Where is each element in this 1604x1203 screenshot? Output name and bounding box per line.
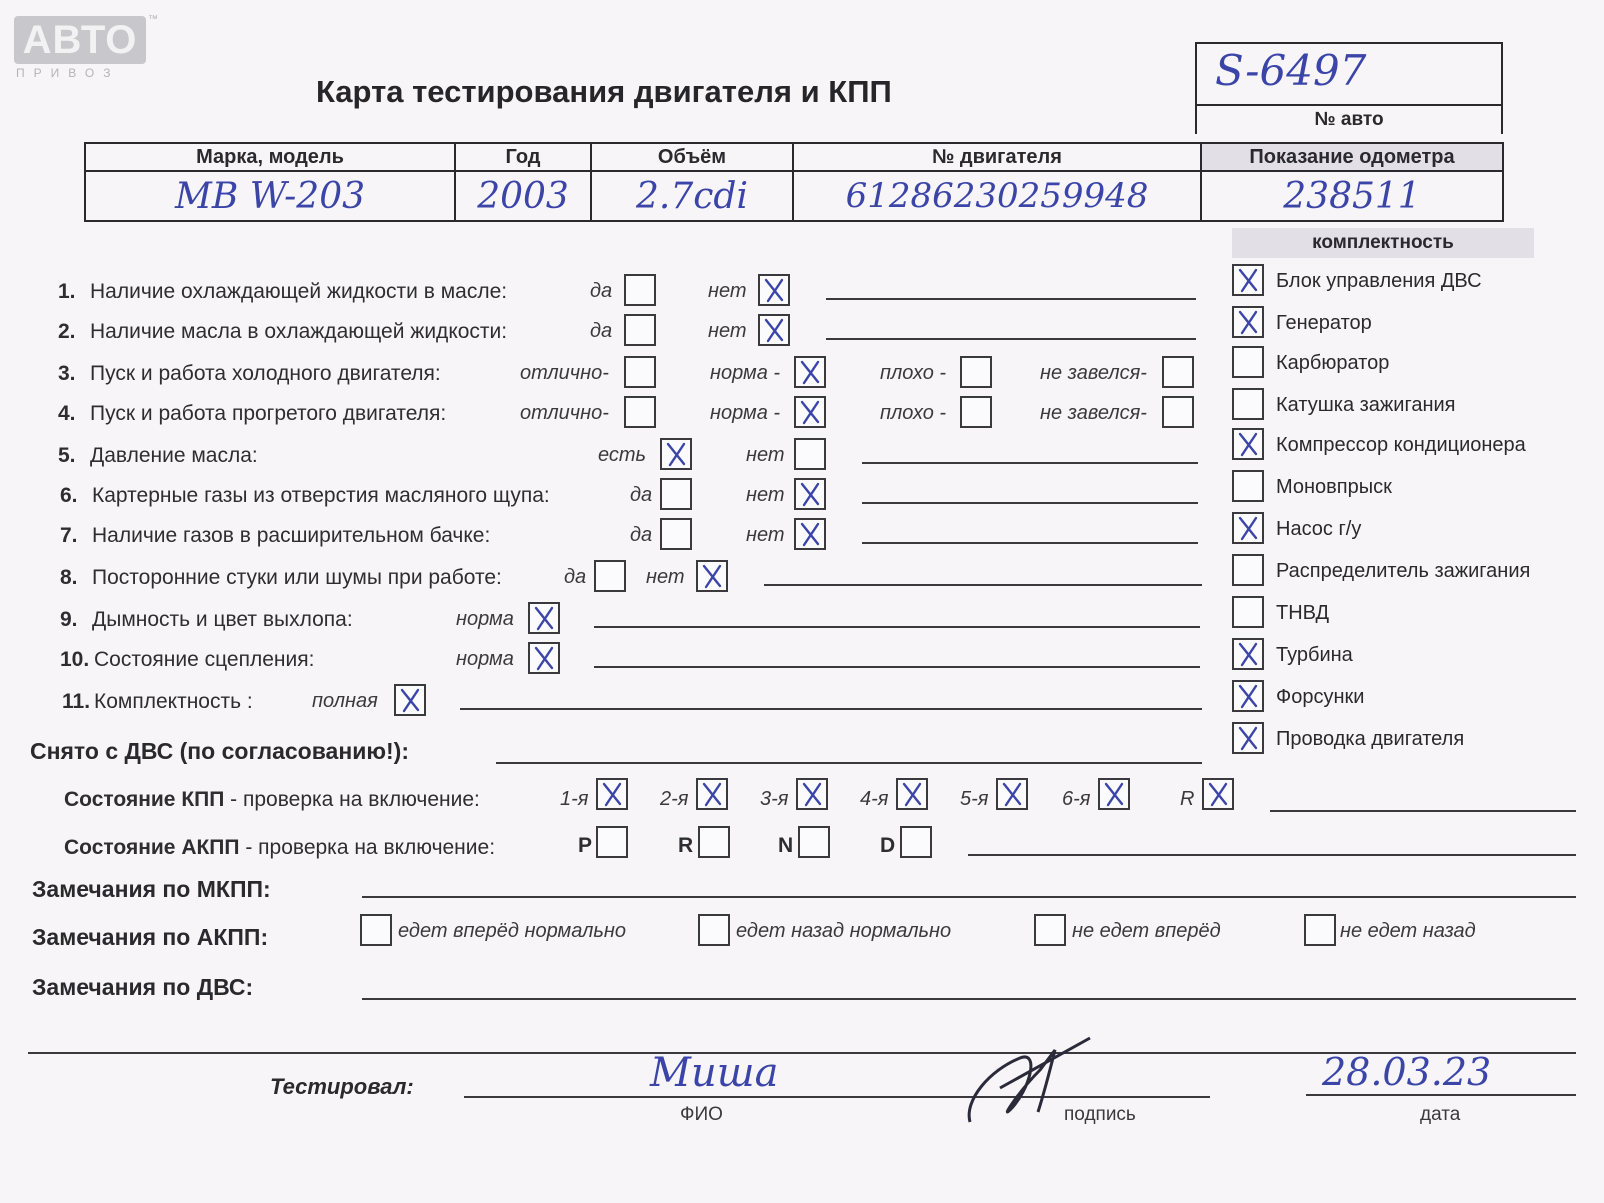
option-label: отлично- xyxy=(520,362,609,384)
option-checkbox[interactable] xyxy=(794,438,826,470)
akpp-remark-label: едет вперёд нормально xyxy=(398,920,627,942)
option-label: да xyxy=(590,280,613,302)
logo-trademark: ™ xyxy=(148,14,158,25)
question-text: Наличие охлаждающей жидкости в масле: xyxy=(90,280,508,303)
option-label: нет xyxy=(646,566,685,588)
answer-line xyxy=(594,626,1200,628)
make-model-value: MB W-203 xyxy=(85,171,455,221)
option-label: не завелся- xyxy=(1040,362,1147,384)
question-number: 1. xyxy=(58,280,76,303)
akpp-gear-checkbox[interactable] xyxy=(798,826,830,858)
col-make-model: Марка, модель xyxy=(85,143,455,171)
question-text: Комплектность : xyxy=(94,690,253,713)
remarks-akpp-label: Замечания по АКПП: xyxy=(32,924,269,950)
komplektnost-checkbox[interactable] xyxy=(1232,596,1264,628)
akpp-remark-checkbox[interactable] xyxy=(1034,914,1066,946)
komplektnost-item-label: Турбина xyxy=(1276,644,1353,666)
akpp-remark-label: едет назад нормально xyxy=(736,920,952,942)
auto-number-label: № авто xyxy=(1195,104,1503,134)
answer-line xyxy=(764,584,1202,586)
option-checkbox[interactable] xyxy=(794,518,826,550)
option-checkbox[interactable] xyxy=(394,684,426,716)
kpp-gear-label: 4-я xyxy=(860,788,889,810)
option-checkbox[interactable] xyxy=(794,478,826,510)
option-label: не завелся- xyxy=(1040,402,1147,424)
fio-label: ФИО xyxy=(680,1104,723,1125)
komplektnost-item-label: Блок управления ДВС xyxy=(1276,270,1482,292)
akpp-gear-checkbox[interactable] xyxy=(698,826,730,858)
kpp-gear-label: 6-я xyxy=(1062,788,1091,810)
question-text: Наличие масла в охлаждающей жидкости: xyxy=(90,320,508,343)
question-text: Пуск и работа холодного двигателя: xyxy=(90,362,441,385)
option-label: полная xyxy=(312,690,378,712)
option-label: да xyxy=(630,484,653,506)
odometer-value: 238511 xyxy=(1201,171,1503,221)
komplektnost-title: комплектность xyxy=(1232,228,1534,258)
komplektnost-item-label: ТНВД xyxy=(1276,602,1330,624)
removed-line xyxy=(496,762,1202,764)
col-odometer: Показание одометра xyxy=(1201,143,1503,171)
tested-by-label: Тестировал: xyxy=(270,1074,414,1099)
question-number: 7. xyxy=(60,524,78,547)
komplektnost-checkbox[interactable] xyxy=(1232,388,1264,420)
kpp-gear-checkbox[interactable] xyxy=(1202,778,1234,810)
option-checkbox[interactable] xyxy=(624,356,656,388)
answer-line xyxy=(862,542,1198,544)
komplektnost-item-label: Форсунки xyxy=(1276,686,1365,708)
option-checkbox[interactable] xyxy=(660,478,692,510)
kpp-gear-checkbox[interactable] xyxy=(796,778,828,810)
answer-line xyxy=(460,708,1202,710)
page-title: Карта тестирования двигателя и КПП xyxy=(316,74,892,109)
option-checkbox[interactable] xyxy=(528,602,560,634)
akpp-gear-label: R xyxy=(678,834,694,857)
komplektnost-item-label: Катушка зажигания xyxy=(1276,394,1456,416)
akpp-line xyxy=(968,854,1576,856)
col-volume: Объём xyxy=(591,143,793,171)
option-checkbox[interactable] xyxy=(1162,396,1194,428)
signature-label: подпись xyxy=(1064,1104,1136,1125)
akpp-gear-label: N xyxy=(778,834,794,857)
akpp-remark-label: не едет вперёд xyxy=(1072,920,1221,942)
date-line xyxy=(1306,1094,1576,1096)
col-year: Год xyxy=(455,143,591,171)
option-label: отлично- xyxy=(520,402,609,424)
remarks-dvs-line xyxy=(362,998,1576,1000)
option-label: норма - xyxy=(710,362,781,384)
question-text: Картерные газы из отверстия масляного щупа: xyxy=(92,484,550,507)
akpp-label: Состояние АКПП - проверка на включение: xyxy=(64,836,496,859)
removed-label: Снято с ДВС (по согласованию!): xyxy=(30,738,409,764)
option-label: да xyxy=(564,566,587,588)
option-checkbox[interactable] xyxy=(1162,356,1194,388)
komplektnost-checkbox[interactable] xyxy=(1232,306,1264,338)
date-value: 28.03.23 xyxy=(1322,1050,1492,1094)
question-text: Посторонние стуки или шумы при работе: xyxy=(92,566,502,589)
tester-name: Миша xyxy=(650,1050,779,1096)
answer-line xyxy=(826,298,1196,300)
komplektnost-item-label: Компрессор кондиционера xyxy=(1276,434,1526,456)
answer-line xyxy=(594,666,1200,668)
komplektnost-checkbox[interactable] xyxy=(1232,554,1264,586)
question-number: 6. xyxy=(60,484,78,507)
question-number: 11. xyxy=(62,690,91,713)
option-label: плохо - xyxy=(880,402,947,424)
question-text: Состояние сцепления: xyxy=(94,648,315,671)
question-number: 10. xyxy=(60,648,90,671)
option-checkbox[interactable] xyxy=(794,396,826,428)
question-number: 2. xyxy=(58,320,76,343)
option-label: норма - xyxy=(710,402,781,424)
col-engine-number: № двигателя xyxy=(793,143,1201,171)
akpp-gear-label: P xyxy=(578,834,593,857)
akpp-remark-checkbox[interactable] xyxy=(1304,914,1336,946)
option-checkbox[interactable] xyxy=(660,438,692,470)
option-label: норма xyxy=(456,648,514,670)
remarks-dvs-label: Замечания по ДВС: xyxy=(32,974,254,1000)
date-label: дата xyxy=(1420,1104,1461,1125)
avto-privoz-logo xyxy=(14,16,146,64)
option-checkbox[interactable] xyxy=(594,560,626,592)
komplektnost-checkbox[interactable] xyxy=(1232,470,1264,502)
komplektnost-checkbox[interactable] xyxy=(1232,346,1264,378)
akpp-gear-label: D xyxy=(880,834,896,857)
komplektnost-checkbox[interactable] xyxy=(1232,722,1264,754)
komplektnost-checkbox[interactable] xyxy=(1232,428,1264,460)
auto-number-value: S-6497 xyxy=(1215,46,1367,95)
kpp-gear-checkbox[interactable] xyxy=(596,778,628,810)
komplektnost-item-label: Распределитель зажигания xyxy=(1276,560,1531,582)
remarks-mkpp-line xyxy=(362,896,1576,898)
komplektnost-checkbox[interactable] xyxy=(1232,512,1264,544)
logo-subtitle: ПРИВОЗ xyxy=(16,66,120,80)
logo-text: АВТО xyxy=(22,18,138,62)
komplektnost-checkbox[interactable] xyxy=(1232,680,1264,712)
akpp-gear-checkbox[interactable] xyxy=(900,826,932,858)
question-number: 8. xyxy=(60,566,78,589)
akpp-gear-checkbox[interactable] xyxy=(596,826,628,858)
kpp-gear-label: 5-я xyxy=(960,788,989,810)
kpp-gear-checkbox[interactable] xyxy=(896,778,928,810)
kpp-gear-checkbox[interactable] xyxy=(696,778,728,810)
komplektnost-item-label: Насос г/у xyxy=(1276,518,1362,540)
option-checkbox[interactable] xyxy=(624,396,656,428)
kpp-gear-label: 1-я xyxy=(560,788,589,810)
komplektnost-checkbox[interactable] xyxy=(1232,264,1264,296)
komplektnost-item-label: Генератор xyxy=(1276,312,1372,334)
kpp-gear-label: R xyxy=(1180,788,1195,810)
question-number: 5. xyxy=(58,444,76,467)
kpp-label: Состояние КПП - проверка на включение: xyxy=(64,788,480,811)
option-checkbox[interactable] xyxy=(660,518,692,550)
kpp-gear-checkbox[interactable] xyxy=(1098,778,1130,810)
akpp-remark-label: не едет назад xyxy=(1340,920,1476,942)
question-text: Наличие газов в расширительном бачке: xyxy=(92,524,491,547)
answer-line xyxy=(862,462,1198,464)
remarks-mkpp-label: Замечания по МКПП: xyxy=(32,876,271,902)
option-label: нет xyxy=(746,444,785,466)
komplektnost-item-label: Моновпрыск xyxy=(1276,476,1392,498)
auto-number-box xyxy=(1195,42,1503,104)
question-text: Пуск и работа прогретого двигателя: xyxy=(90,402,447,425)
question-number: 4. xyxy=(58,402,76,425)
kpp-gear-label: 2-я xyxy=(660,788,689,810)
option-label: нет xyxy=(708,320,747,342)
kpp-gear-label: 3-я xyxy=(760,788,789,810)
year-value: 2003 xyxy=(455,171,591,221)
engine-number-value: 61286230259948 xyxy=(793,171,1201,221)
akpp-remark-checkbox[interactable] xyxy=(360,914,392,946)
vehicle-header-table xyxy=(84,142,1504,222)
option-label: норма xyxy=(456,608,514,630)
option-checkbox[interactable] xyxy=(758,274,790,306)
option-label: да xyxy=(590,320,613,342)
option-checkbox[interactable] xyxy=(528,642,560,674)
option-label: есть xyxy=(598,444,647,466)
option-checkbox[interactable] xyxy=(696,560,728,592)
option-label: плохо - xyxy=(880,362,947,384)
kpp-gear-checkbox[interactable] xyxy=(996,778,1028,810)
option-checkbox[interactable] xyxy=(794,356,826,388)
akpp-remark-checkbox[interactable] xyxy=(698,914,730,946)
question-number: 3. xyxy=(58,362,76,385)
answer-line xyxy=(826,338,1196,340)
option-label: нет xyxy=(708,280,747,302)
option-checkbox[interactable] xyxy=(758,314,790,346)
option-label: да xyxy=(630,524,653,546)
option-checkbox[interactable] xyxy=(624,314,656,346)
option-checkbox[interactable] xyxy=(624,274,656,306)
volume-value: 2.7cdi xyxy=(591,171,793,221)
option-label: нет xyxy=(746,484,785,506)
komplektnost-item-label: Карбюратор xyxy=(1276,352,1390,374)
option-checkbox[interactable] xyxy=(960,356,992,388)
question-text: Давление масла: xyxy=(90,444,258,467)
kpp-line xyxy=(1270,810,1576,812)
komplektnost-checkbox[interactable] xyxy=(1232,638,1264,670)
komplektnost-item-label: Проводка двигателя xyxy=(1276,728,1465,750)
option-label: нет xyxy=(746,524,785,546)
question-text: Дымность и цвет выхлопа: xyxy=(92,608,353,631)
answer-line xyxy=(862,502,1198,504)
question-number: 9. xyxy=(60,608,78,631)
option-checkbox[interactable] xyxy=(960,396,992,428)
